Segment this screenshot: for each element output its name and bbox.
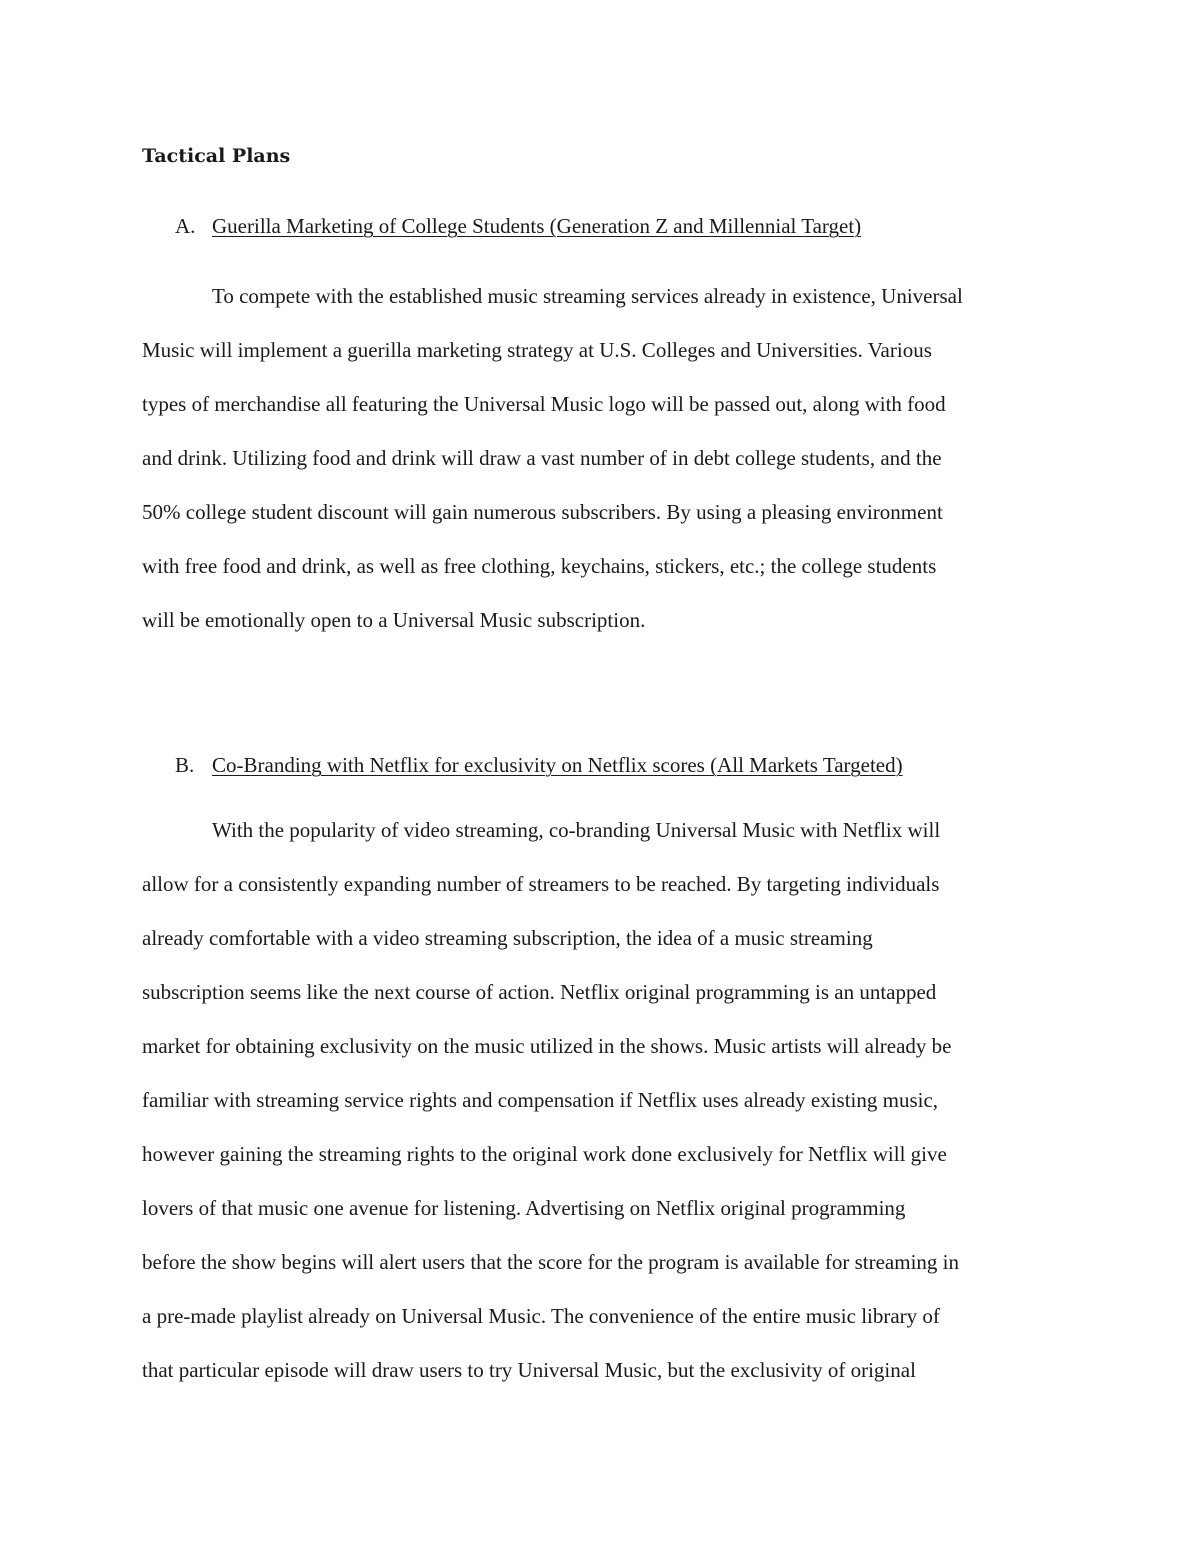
section-a-title-text: Guerilla Marketing of College Students (Generation Z and Millennial Target) [212, 214, 862, 238]
paragraph-line: that particular episode will draw users to try Universal Music, but the exclusivity of original [142, 1358, 916, 1382]
paragraph-line: familiar with streaming service rights and compensation if Netflix uses already existing music, [142, 1088, 939, 1112]
section-b-paragraph [142, 817, 1062, 1411]
paragraph-line: a pre-made playlist already on Universal Music. The convenience of the entire music library of [142, 1304, 940, 1328]
section-b-title [175, 752, 903, 778]
paragraph-line: will be emotionally open to a Universal Music subscription. [142, 608, 646, 632]
paragraph-line: already comfortable with a video streaming subscription, the idea of a music streaming [142, 926, 873, 950]
paragraph-line: allow for a consistently expanding number of streamers to be reached. By targeting individuals [142, 872, 940, 896]
paragraph-line: lovers of that music one avenue for listening. Advertising on Netflix original programming [142, 1196, 906, 1220]
paragraph-line: and drink. Utilizing food and drink will draw a vast number of in debt college students, and the [142, 446, 942, 470]
paragraph-line: Music will implement a guerilla marketing strategy at U.S. Colleges and Universities. Various [142, 338, 932, 362]
paragraph-line: types of merchandise all featuring the Universal Music logo will be passed out, along with food [142, 392, 946, 416]
paragraph-line: subscription seems like the next course of action. Netflix original programming is an untapped [142, 980, 937, 1004]
section-a-letter: A. [175, 214, 196, 238]
section-b-title-text: Co-Branding with Netflix for exclusivity on Netflix scores (All Markets Targeted) [212, 753, 903, 777]
page-heading: Tactical Plans [142, 145, 291, 167]
paragraph-line: before the show begins will alert users that the score for the program is available for streaming in [142, 1250, 959, 1274]
paragraph-line: with free food and drink, as well as free clothing, keychains, stickers, etc.; the college students [142, 554, 937, 578]
section-a-paragraph [142, 283, 1062, 661]
paragraph-line: market for obtaining exclusivity on the music utilized in the shows. Music artists will already be [142, 1034, 952, 1058]
paragraph-line: 50% college student discount will gain numerous subscribers. By using a pleasing environment [142, 500, 943, 524]
section-a-title [175, 213, 861, 239]
paragraph-line: With the popularity of video streaming, co-branding Universal Music with Netflix will [212, 818, 941, 842]
paragraph-line: To compete with the established music streaming services already in existence, Universal [212, 284, 963, 308]
paragraph-line: however gaining the streaming rights to the original work done exclusively for Netflix will give [142, 1142, 947, 1166]
section-b-letter: B. [175, 753, 195, 777]
